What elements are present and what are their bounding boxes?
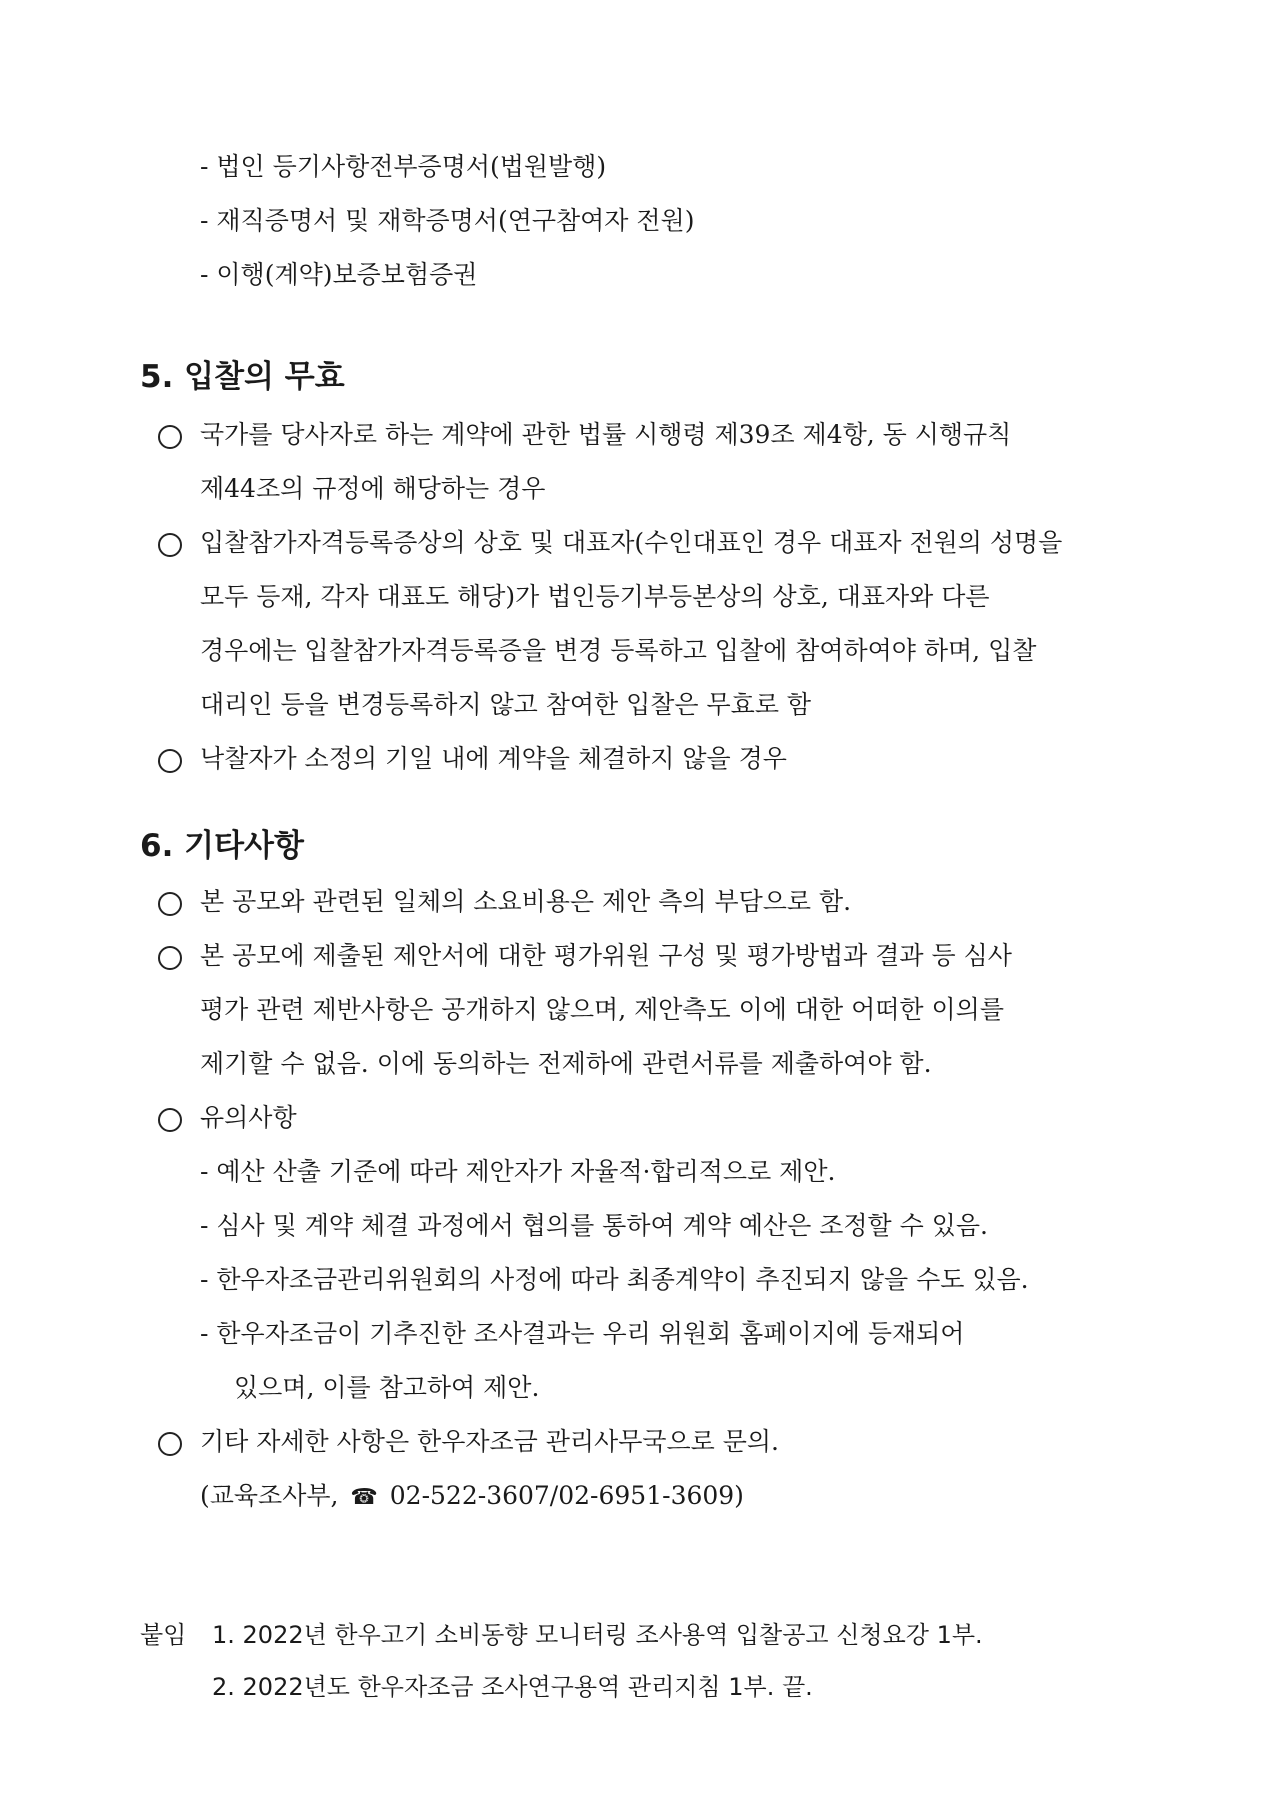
section-6-item-2-line-2: 평가 관련 제반사항은 공개하지 않으며, 제안측도 이에 대한 어떠한 이의를	[200, 995, 1004, 1024]
caution-sub-item-continued: 있으며, 이를 참고하여 제안.	[234, 1373, 540, 1402]
section-5-item-3-line-1: 낙찰자가 소정의 기일 내에 계약을 체결하지 않을 경우	[200, 744, 787, 773]
caution-sub-item: - 한우자조금이 기추진한 조사결과는 우리 위원회 홈페이지에 등재되어	[200, 1319, 965, 1348]
section-6-item-1-line-1: 본 공모와 관련된 일체의 소요비용은 제안 측의 부담으로 함.	[200, 887, 852, 916]
section-6-item-3-line-1: 유의사항	[200, 1103, 297, 1132]
section-6-item-2-line-3: 제기할 수 없음. 이에 동의하는 전제하에 관련서류를 제출하여야 함.	[200, 1049, 932, 1078]
circle-bullet-icon	[158, 749, 182, 773]
circle-bullet-icon	[158, 892, 182, 916]
section-5-item-2-line-1: 입찰참가자격등록증상의 상호 및 대표자(수인대표인 경우 대표자 전원의 성명을	[200, 528, 1063, 557]
contact-phone-numbers: 02-522-3607/02-6951-3609)	[389, 1481, 744, 1510]
circle-bullet-icon	[158, 946, 182, 970]
section-5-item-2-line-3: 경우에는 입찰참가자격등록증을 변경 등록하고 입찰에 참여하여야 하며, 입찰	[200, 636, 1037, 665]
circle-bullet-icon	[158, 533, 182, 557]
circle-bullet-icon	[158, 425, 182, 449]
section-5-item-1-line-2: 제44조의 규정에 해당하는 경우	[200, 474, 546, 503]
section-5-item-2-line-2: 모두 등재, 각자 대표도 해당)가 법인등기부등본상의 상호, 대표자와 다른	[200, 582, 990, 611]
required-doc-item: - 법인 등기사항전부증명서(법원발행)	[200, 152, 607, 181]
required-doc-item: - 재직증명서 및 재학증명서(연구참여자 전원)	[200, 206, 695, 235]
section-6-item-4-line-1: 기타 자세한 사항은 한우자조금 관리사무국으로 문의.	[200, 1427, 779, 1456]
attachment-item: 1. 2022년 한우고기 소비동향 모니터링 조사용역 입찰공고 신청요강 1부.	[212, 1621, 983, 1649]
phone-icon: ☎	[350, 1485, 378, 1510]
required-doc-item: - 이행(계약)보증보험증권	[200, 260, 478, 289]
section-5-item-2-line-4: 대리인 등을 변경등록하지 않고 참여한 입찰은 무효로 함	[200, 690, 812, 719]
section-6-title: 6. 기타사항	[140, 828, 304, 864]
caution-sub-item: - 한우자조금관리위원회의 사정에 따라 최종계약이 추진되지 않을 수도 있음.	[200, 1265, 1029, 1294]
section-5-title: 5. 입찰의 무효	[140, 359, 345, 395]
circle-bullet-icon	[158, 1108, 182, 1132]
circle-bullet-icon	[158, 1432, 182, 1456]
section-6-item-2-line-1: 본 공모에 제출된 제안서에 대한 평가위원 구성 및 평가방법과 결과 등 심사	[200, 941, 1012, 970]
attachment-item: 2. 2022년도 한우자조금 조사연구용역 관리지침 1부. 끝.	[212, 1673, 813, 1701]
caution-sub-item: - 심사 및 계약 체결 과정에서 협의를 통하여 계약 예산은 조정할 수 있음.	[200, 1211, 988, 1240]
contact-line	[200, 1479, 744, 1515]
attachments-label: 붙임	[140, 1621, 187, 1649]
caution-sub-item: - 예산 산출 기준에 따라 제안자가 자율적·합리적으로 제안.	[200, 1157, 836, 1186]
section-5-item-1-line-1: 국가를 당사자로 하는 계약에 관한 법률 시행령 제39조 제4항, 동 시행규칙	[200, 420, 1012, 449]
contact-department: (교육조사부,	[200, 1481, 339, 1510]
